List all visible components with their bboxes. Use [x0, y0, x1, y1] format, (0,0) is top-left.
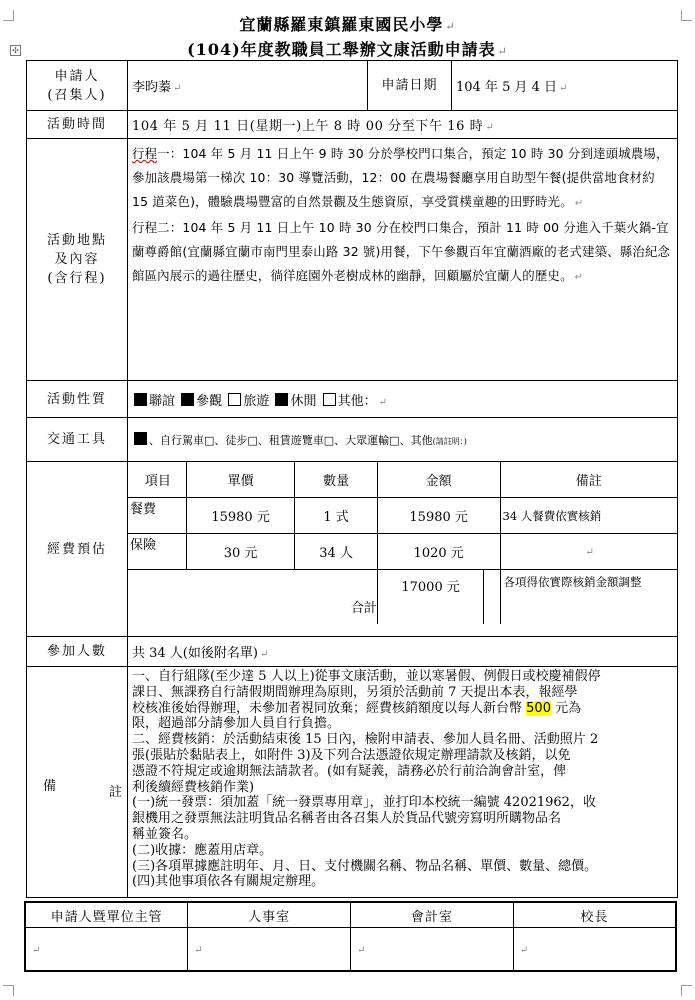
budget-remark[interactable]: ↵ [500, 534, 677, 570]
option-travel-label: 旅遊 [243, 393, 270, 409]
transport-options [128, 418, 678, 462]
activity-time-value[interactable]: 104 年 5 月 11 日(星期一)上午 8 時 00 分至下午 16 時 ↵ [128, 111, 678, 139]
note-line-amount: 校核准後始得辦理，未參加者視同放棄；經費核銷額度以每人新台幣 500 元為 [132, 700, 582, 716]
transport-label: 交通工具 [27, 418, 128, 462]
activity-location-row [27, 139, 678, 381]
budget-row-meals [128, 498, 677, 534]
amount-highlight: 500 [526, 700, 551, 716]
applicant-label: 申請人 (召集人) [27, 61, 128, 111]
activity-type-options: 聯誼 參觀 旅遊 休閒 其他： ↵ [128, 381, 678, 418]
note-line: (三)各項單據應註明年、月、日、支付機關名稱、物品名稱、單價、數量、總價。 [132, 858, 598, 874]
budget-total-remark[interactable]: 各項得依實際核銷金額調整 [500, 570, 677, 624]
crop-mark-bottom-right [681, 985, 692, 996]
option-visit-label: 參觀 [196, 393, 223, 409]
budget-row [27, 462, 678, 637]
activity-type-row [27, 381, 678, 418]
signature-header-applicant-supervisor: 申請人暨單位主管 [25, 902, 188, 928]
budget-label: 經費預估 [27, 462, 128, 637]
budget-total-label: 合計 [128, 570, 377, 624]
notes-row [27, 667, 678, 898]
budget-header-remark: 備註 [500, 462, 677, 498]
budget-header-item: 項目 [128, 462, 186, 498]
budget-header-qty: 數量 [295, 462, 377, 498]
budget-table [128, 462, 677, 624]
checkbox-travel[interactable] [228, 393, 241, 406]
option-social-label: 聯誼 [149, 393, 176, 409]
budget-header-row [128, 462, 677, 498]
budget-total-row [128, 570, 677, 624]
note-line: (二)收據：應蓋用店章。 [132, 842, 273, 858]
form-title: (104)年度教職員工舉辦文康活動申請表 ↵ [187, 40, 508, 59]
notes-label: 備 註 [27, 667, 128, 898]
note-line: (一)統一發票：須加蓋「統一發票專用章」，並打印本校統一編號 42021962，收 [132, 795, 596, 811]
table-move-handle-icon[interactable]: ✣ [10, 45, 21, 56]
transport-note: (請註明：) [432, 436, 467, 446]
checkbox-transport-first[interactable] [134, 432, 147, 445]
school-title: 宜蘭縣羅東鎮羅東國民小學 ↵ [239, 15, 456, 34]
budget-row-insurance [128, 534, 677, 570]
application-date-label: 申請日期 [368, 61, 452, 111]
application-table [26, 60, 678, 898]
signature-header-accounting: 會計室 [351, 902, 514, 928]
budget-cell [128, 462, 678, 637]
note-line: 利後續經費核銷作業) [132, 779, 255, 795]
budget-item[interactable]: 保險 [128, 534, 186, 570]
budget-item[interactable]: 餐費 [128, 498, 186, 534]
signature-header-principal: 校長 [513, 902, 676, 928]
note-line: 銀機用之發票無法註明貨品名稱者由各召集人於貨品代號旁寫明所購物品名 [132, 811, 562, 827]
budget-total-amount[interactable]: 17000 元 [377, 570, 484, 624]
note-line: 限，超過部分請參加人員自行負擔。 [132, 716, 341, 732]
budget-header-amount: 金額 [377, 462, 500, 498]
participants-label: 參加人數 [27, 637, 128, 667]
checkbox-social[interactable] [134, 393, 147, 406]
option-leisure-label: 休閒 [290, 393, 317, 409]
transport-row [27, 418, 678, 462]
activity-type-label: 活動性質 [27, 381, 128, 418]
checkbox-other[interactable] [323, 393, 336, 406]
note-line: (四)其他事項依各有關規定辦理。 [132, 874, 325, 890]
note-line: 憑證不符規定或逾期無法請款者。(如有疑義，請務必於行前洽詢會計室，俾 [132, 763, 567, 779]
option-other-label: 其他： [337, 393, 377, 409]
applicant-name-cell[interactable]: 李昀蓁 ↵ [128, 61, 368, 111]
budget-unit-price[interactable]: 15980 元 [186, 498, 295, 534]
itinerary-two: 行程二：104 年 5 月 11 日上午 10 時 30 分在校門口集合，預計 11 時 00 分進入千葉火鍋-宜蘭尊爵館(宜蘭縣宜蘭市南門里泰山路 32 號)用餐，下午參觀百年宜蘭酒廠的老式建築、縣治紀念館區內展示的過往歷史，徜徉庭園外老樹成林的幽靜，回顧屬於宜蘭人的歷史。 ↵ [132, 220, 671, 283]
checkbox-leisure[interactable] [275, 393, 288, 406]
transport-options-text: 、自行駕車□、徒步□、租賃遊覽車□、大眾運輸□、其他 [149, 433, 433, 447]
activity-time-label: 活動時間 [27, 111, 128, 139]
participants-row [27, 637, 678, 667]
note-line: 張(張貼於黏貼表上，如附件 3)及下列合法憑證依規定辦理請款及核銷，以免 [132, 747, 571, 763]
activity-location-label: 活動地點 及內容 (含行程) [27, 139, 128, 381]
application-date-cell[interactable]: 104 年 5 月 4 日 ↵ [452, 61, 678, 111]
note-line: 一、自行組隊(至少達 5 人以上)從事文康活動，並以寒暑假、例假日或校慶補假停 [132, 669, 601, 684]
notes-content [128, 667, 678, 898]
signature-table [24, 901, 677, 972]
signature-field-accounting[interactable]: ↵ [351, 928, 514, 972]
signature-field-applicant-supervisor[interactable]: ↵ [25, 928, 188, 972]
signature-body-row [25, 928, 676, 972]
budget-amount[interactable]: 15980 元 [377, 498, 500, 534]
signature-header-personnel: 人事室 [188, 902, 351, 928]
note-line: 課日、無課務自行請假期間辦理為原則，另須於活動前 7 天提出本表，報經學 [132, 684, 578, 700]
itinerary-one: 行程一：104 年 5 月 11 日上午 9 時 30 分於學校門口集合，預定 10 時 30 分到達頭城農場，參加該農場第一梯次 10：30 導覽活動，12：00 在農場餐廳享用自助型午餐(提供當地食材約 15 道菜色)，體驗農場豐富的自然景觀及生態資原，享受質樸童趣的田野時光。 ↵ [132, 146, 669, 209]
budget-header-unit-price: 單價 [186, 462, 295, 498]
budget-remark[interactable]: 34 人餐費依實核銷 [500, 498, 677, 534]
budget-qty[interactable]: 1 式 [295, 498, 377, 534]
applicant-row [27, 61, 678, 111]
signature-header-row [25, 902, 676, 928]
activity-time-row [27, 111, 678, 139]
budget-unit-price[interactable]: 30 元 [186, 534, 295, 570]
participants-value[interactable]: 共 34 人(如後附名單) ↵ [128, 637, 678, 667]
budget-qty[interactable]: 34 人 [295, 534, 377, 570]
checkbox-visit[interactable] [181, 393, 194, 406]
signature-field-personnel[interactable]: ↵ [188, 928, 351, 972]
activity-itinerary-cell[interactable] [128, 139, 678, 381]
note-line: 二、經費核銷：於活動結束後 15 日內，檢附申請表、參加人員名冊、活動照片 2 [132, 732, 599, 748]
signature-field-principal[interactable]: ↵ [513, 928, 676, 972]
budget-amount[interactable]: 1020 元 [377, 534, 500, 570]
crop-mark-bottom-left [3, 985, 14, 996]
note-line: 稱並簽名。 [132, 826, 198, 842]
